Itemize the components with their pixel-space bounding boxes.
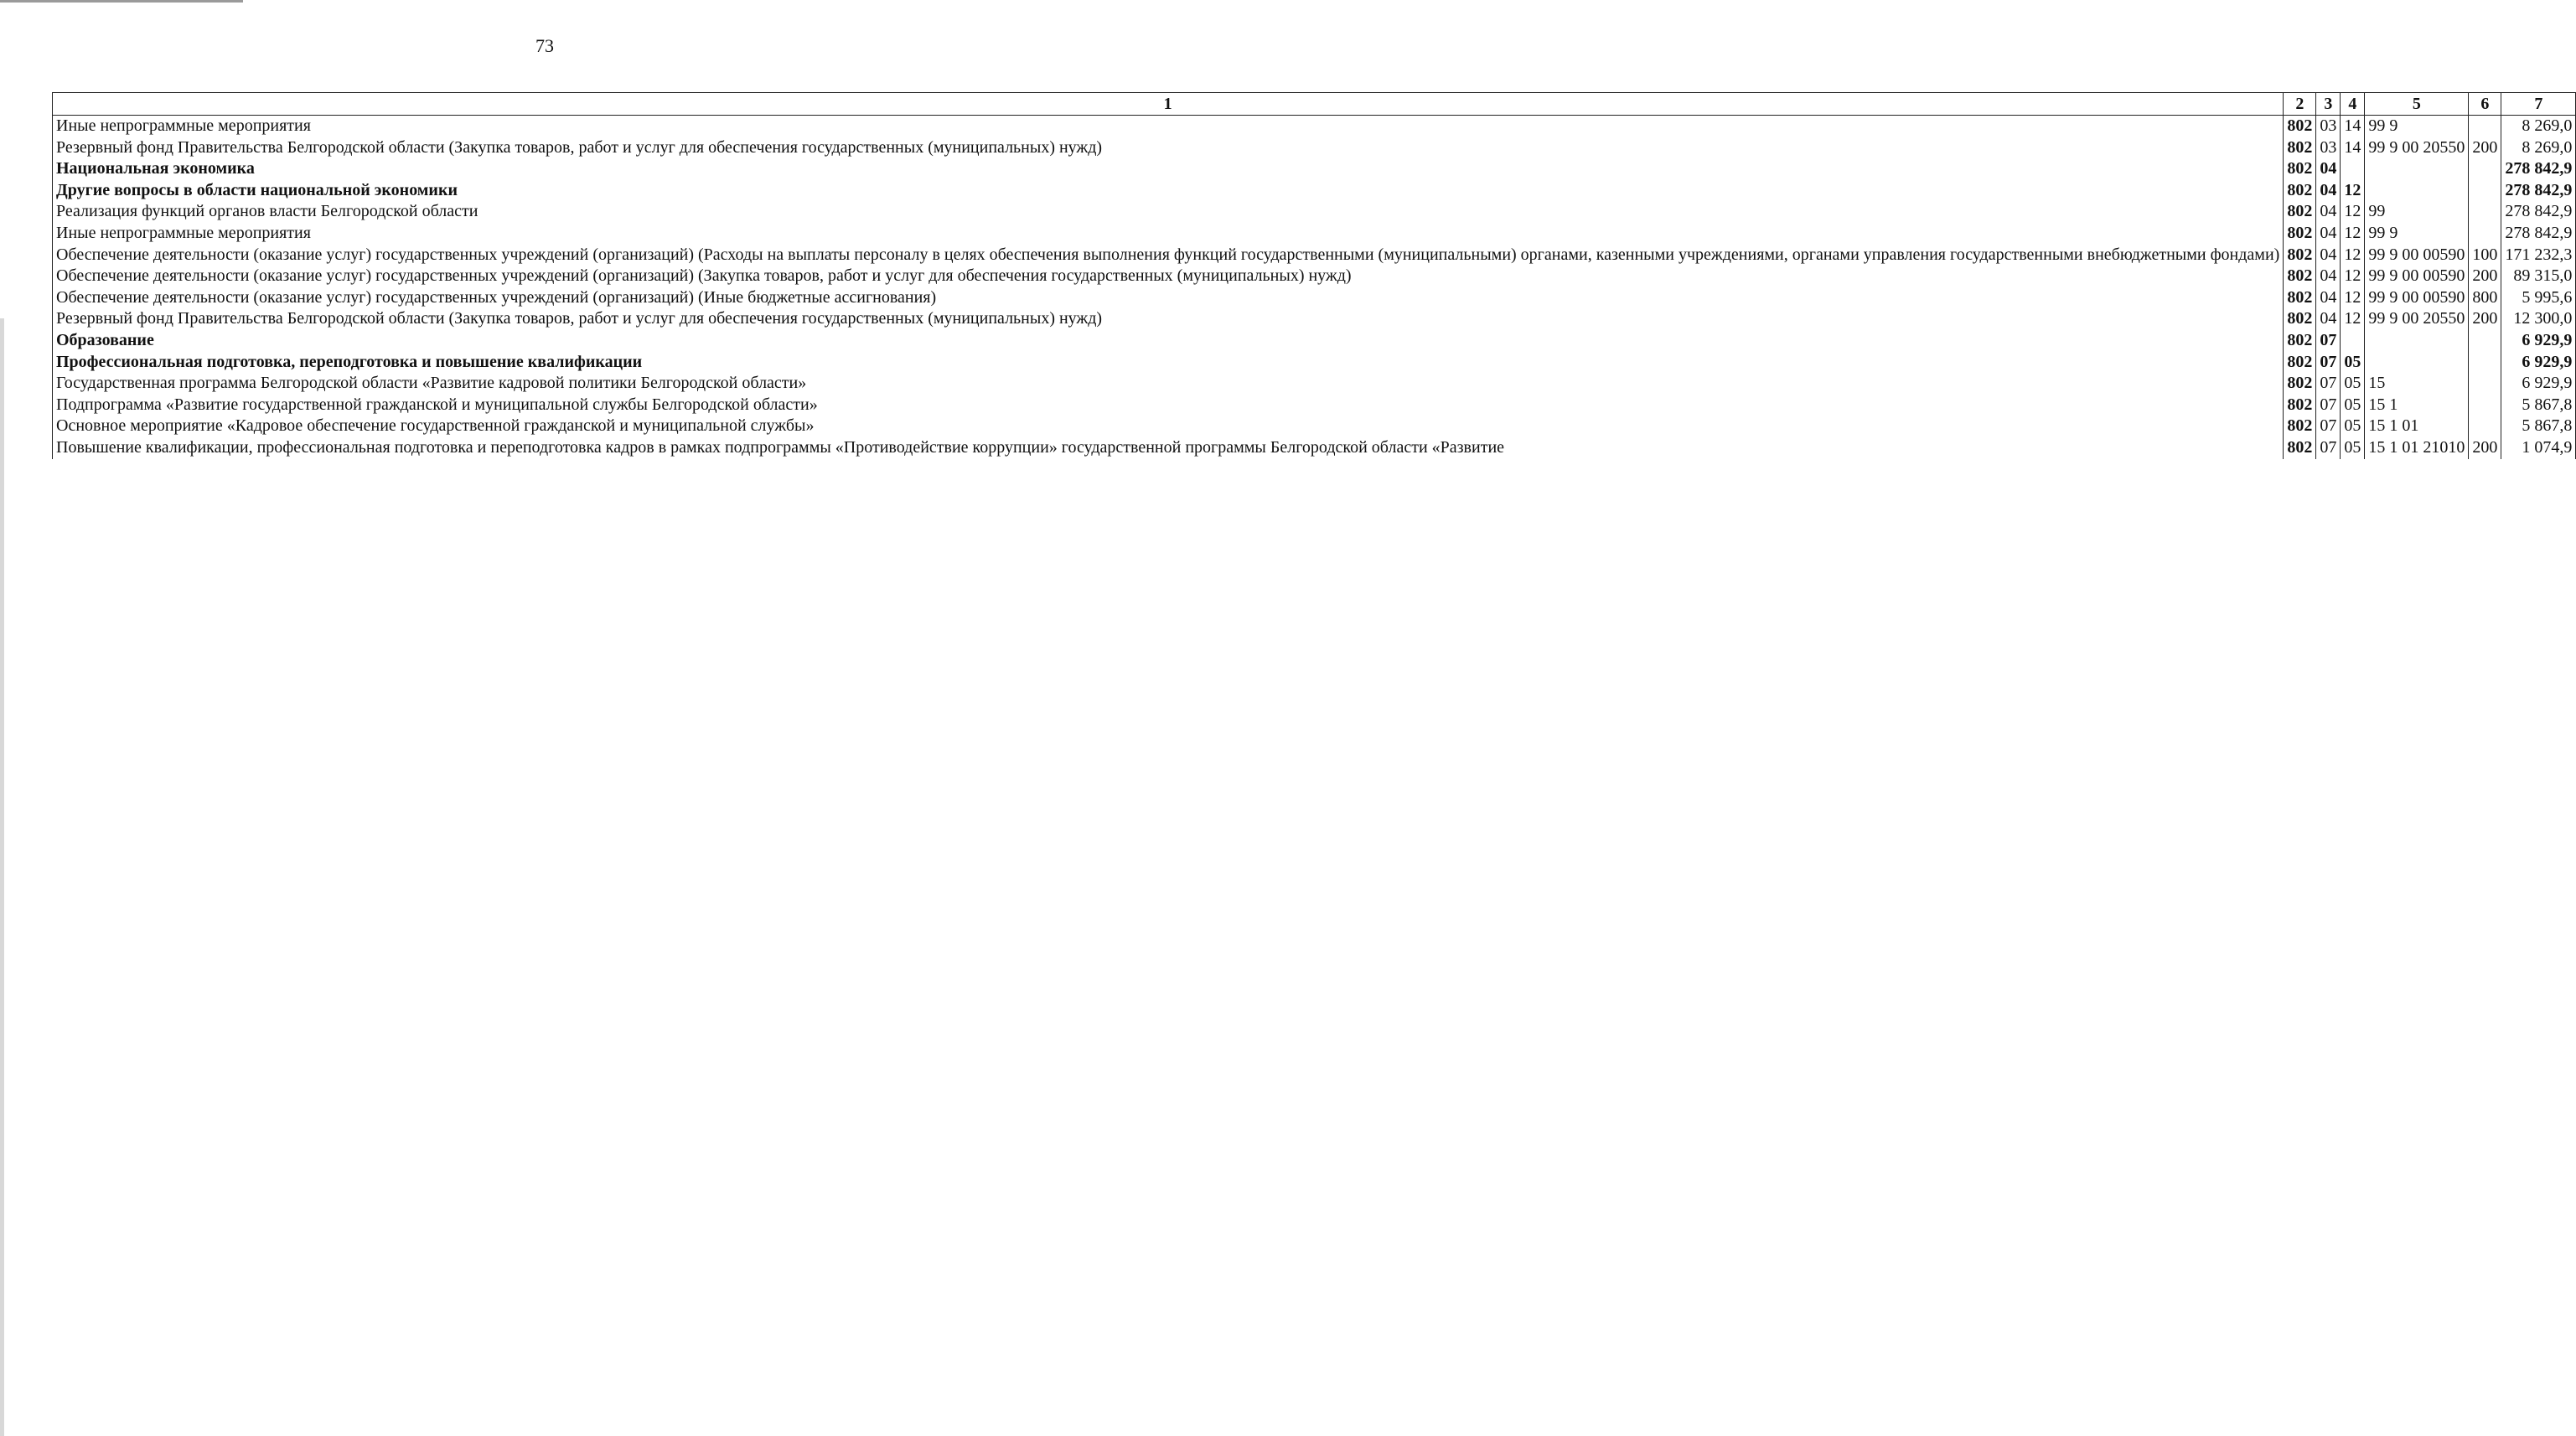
row-name-cell bbox=[53, 352, 2284, 374]
row-name-cell bbox=[53, 308, 2284, 330]
row-c4-cell: 12 bbox=[2341, 201, 2365, 223]
row-c5-cell bbox=[2365, 330, 2469, 352]
row-name-cell bbox=[53, 373, 2284, 395]
row-c3-cell: 04 bbox=[2316, 308, 2341, 330]
table-row bbox=[53, 137, 2576, 159]
row-name: Обеспечение деятельности (оказание услуг) государственных учреждений (организаций) (Закупка товаров, работ и услуг для обеспечения государственных (муниципальных) нужд) bbox=[56, 266, 1352, 286]
row-c5-cell: 15 bbox=[2365, 373, 2469, 395]
table-row bbox=[53, 201, 2576, 223]
row-c2-cell: 802 bbox=[2284, 180, 2316, 202]
row-c6-cell bbox=[2469, 373, 2501, 395]
row-c3-cell: 04 bbox=[2316, 223, 2341, 245]
row-c6-cell bbox=[2469, 416, 2501, 437]
row-name: Реализация функций органов власти Белгородской области bbox=[56, 202, 478, 221]
row-c6-cell: 800 bbox=[2469, 287, 2501, 309]
row-c5-cell: 15 1 01 21010 bbox=[2365, 437, 2469, 459]
table-row bbox=[53, 395, 2576, 416]
row-c5-cell bbox=[2365, 158, 2469, 180]
row-name-cell bbox=[53, 287, 2284, 309]
row-c3-cell: 04 bbox=[2316, 180, 2341, 202]
row-c2-cell: 802 bbox=[2284, 245, 2316, 266]
page-number: 73 bbox=[535, 35, 554, 56]
row-c7-cell: 5 867,8 bbox=[2501, 395, 2576, 416]
row-c3-cell: 07 bbox=[2316, 437, 2341, 459]
row-c7-cell: 278 842,9 bbox=[2501, 223, 2576, 245]
row-c2-cell: 802 bbox=[2284, 223, 2316, 245]
row-c5-cell bbox=[2365, 352, 2469, 374]
table-row bbox=[53, 223, 2576, 245]
row-c4-cell: 12 bbox=[2341, 308, 2365, 330]
scan-artifact-edge bbox=[0, 318, 4, 1436]
row-name: Государственная программа Белгородской области «Развитие кадровой политики Белгородской области» bbox=[56, 374, 807, 393]
table-row bbox=[53, 373, 2576, 395]
row-c4-cell: 05 bbox=[2341, 352, 2365, 374]
header-col-6: 6 bbox=[2469, 93, 2501, 116]
row-c5-cell: 15 1 01 bbox=[2365, 416, 2469, 437]
row-c4-cell: 05 bbox=[2341, 437, 2365, 459]
row-c7-cell: 8 269,0 bbox=[2501, 137, 2576, 159]
row-name: Образование bbox=[56, 330, 154, 349]
row-c2-cell: 802 bbox=[2284, 352, 2316, 374]
row-c3-cell: 04 bbox=[2316, 245, 2341, 266]
header-col-7: 7 bbox=[2501, 93, 2576, 116]
row-c2-cell: 802 bbox=[2284, 330, 2316, 352]
row-name-cell bbox=[53, 416, 2284, 437]
row-c7-cell: 278 842,9 bbox=[2501, 158, 2576, 180]
row-c4-cell: 14 bbox=[2341, 116, 2365, 137]
row-name-cell bbox=[53, 245, 2284, 266]
row-c3-cell: 04 bbox=[2316, 158, 2341, 180]
row-c2-cell: 802 bbox=[2284, 287, 2316, 309]
row-c7-cell: 171 232,3 bbox=[2501, 245, 2576, 266]
table-row bbox=[53, 330, 2576, 352]
row-name: Профессиональная подготовка, переподготовка и повышение квалификации bbox=[56, 352, 643, 371]
row-c5-cell: 99 9 00 00590 bbox=[2365, 287, 2469, 309]
row-c6-cell bbox=[2469, 180, 2501, 202]
row-c3-cell: 07 bbox=[2316, 352, 2341, 374]
header-col-5: 5 bbox=[2365, 93, 2469, 116]
row-c3-cell: 03 bbox=[2316, 137, 2341, 159]
row-c5-cell: 99 9 00 20550 bbox=[2365, 137, 2469, 159]
row-c3-cell: 04 bbox=[2316, 201, 2341, 223]
budget-table bbox=[52, 92, 2576, 459]
row-c3-cell: 07 bbox=[2316, 373, 2341, 395]
row-c7-cell: 278 842,9 bbox=[2501, 180, 2576, 202]
row-name: Основное мероприятие «Кадровое обеспечение государственной гражданской и муниципальной службы» bbox=[56, 416, 815, 436]
row-c4-cell: 12 bbox=[2341, 180, 2365, 202]
row-c4-cell bbox=[2341, 158, 2365, 180]
row-c7-cell: 278 842,9 bbox=[2501, 201, 2576, 223]
row-c3-cell: 04 bbox=[2316, 266, 2341, 287]
table-row bbox=[53, 416, 2576, 437]
table-row bbox=[53, 352, 2576, 374]
row-c7-cell: 6 929,9 bbox=[2501, 373, 2576, 395]
row-c6-cell bbox=[2469, 201, 2501, 223]
row-c2-cell: 802 bbox=[2284, 158, 2316, 180]
row-name: Обеспечение деятельности (оказание услуг) государственных учреждений (организаций) (Расходы на выплаты персоналу в целях обеспечения выполнения функций государственными (муниципальными) органами, казенными учреждениями, органами управления государственными внебюджетными фондами) bbox=[56, 245, 2280, 264]
row-name: Повышение квалификации, профессиональная подготовка и переподготовка кадров в рамках подпрограммы «Противодействие коррупции» государственной программы Белгородской области «Развитие bbox=[56, 437, 1505, 457]
row-c7-cell: 89 315,0 bbox=[2501, 266, 2576, 287]
row-c2-cell: 802 bbox=[2284, 266, 2316, 287]
row-name-cell bbox=[53, 395, 2284, 416]
row-c4-cell: 12 bbox=[2341, 223, 2365, 245]
row-c5-cell: 99 9 00 20550 bbox=[2365, 308, 2469, 330]
row-c6-cell: 200 bbox=[2469, 137, 2501, 159]
row-c2-cell: 802 bbox=[2284, 137, 2316, 159]
row-name: Резервный фонд Правительства Белгородской области (Закупка товаров, работ и услуг для обеспечения государственных (муниципальных) нужд) bbox=[56, 309, 1103, 328]
row-c2-cell: 802 bbox=[2284, 437, 2316, 459]
header-col-4: 4 bbox=[2341, 93, 2365, 116]
row-c3-cell: 07 bbox=[2316, 395, 2341, 416]
header-col-2: 2 bbox=[2284, 93, 2316, 116]
row-c5-cell: 15 1 bbox=[2365, 395, 2469, 416]
row-c7-cell: 1 074,9 bbox=[2501, 437, 2576, 459]
table-row bbox=[53, 437, 2576, 459]
row-name: Национальная экономика bbox=[56, 159, 255, 178]
row-c2-cell: 802 bbox=[2284, 395, 2316, 416]
row-c6-cell bbox=[2469, 395, 2501, 416]
row-name-cell bbox=[53, 116, 2284, 137]
row-name: Иные непрограммные мероприятия bbox=[56, 223, 311, 242]
row-c3-cell: 04 bbox=[2316, 287, 2341, 309]
row-c3-cell: 07 bbox=[2316, 330, 2341, 352]
row-name-cell bbox=[53, 137, 2284, 159]
row-c6-cell bbox=[2469, 223, 2501, 245]
row-c7-cell: 6 929,9 bbox=[2501, 352, 2576, 374]
row-c6-cell: 200 bbox=[2469, 266, 2501, 287]
table-body bbox=[53, 116, 2576, 459]
row-name: Подпрограмма «Развитие государственной гражданской и муниципальной службы Белгородской области» bbox=[56, 395, 818, 414]
row-c2-cell: 802 bbox=[2284, 308, 2316, 330]
row-name: Другие вопросы в области национальной экономики bbox=[56, 180, 458, 199]
row-c7-cell: 12 300,0 bbox=[2501, 308, 2576, 330]
table-row bbox=[53, 116, 2576, 137]
row-c4-cell: 05 bbox=[2341, 416, 2365, 437]
table-row bbox=[53, 158, 2576, 180]
row-c4-cell: 14 bbox=[2341, 137, 2365, 159]
row-name-cell bbox=[53, 158, 2284, 180]
row-name-cell bbox=[53, 330, 2284, 352]
row-c2-cell: 802 bbox=[2284, 201, 2316, 223]
row-c4-cell bbox=[2341, 330, 2365, 352]
row-c5-cell: 99 9 bbox=[2365, 223, 2469, 245]
row-c7-cell: 5 867,8 bbox=[2501, 416, 2576, 437]
row-c5-cell: 99 9 00 00590 bbox=[2365, 245, 2469, 266]
row-c2-cell: 802 bbox=[2284, 416, 2316, 437]
row-c4-cell: 05 bbox=[2341, 395, 2365, 416]
row-c5-cell bbox=[2365, 180, 2469, 202]
row-c7-cell: 8 269,0 bbox=[2501, 116, 2576, 137]
header-col-3: 3 bbox=[2316, 93, 2341, 116]
row-c2-cell: 802 bbox=[2284, 116, 2316, 137]
row-c6-cell bbox=[2469, 116, 2501, 137]
table-row bbox=[53, 308, 2576, 330]
row-c4-cell: 12 bbox=[2341, 266, 2365, 287]
table-row bbox=[53, 180, 2576, 202]
row-c6-cell bbox=[2469, 330, 2501, 352]
row-c2-cell: 802 bbox=[2284, 373, 2316, 395]
row-c3-cell: 03 bbox=[2316, 116, 2341, 137]
row-c7-cell: 5 995,6 bbox=[2501, 287, 2576, 309]
row-c5-cell: 99 9 00 00590 bbox=[2365, 266, 2469, 287]
row-name-cell bbox=[53, 266, 2284, 287]
row-c4-cell: 05 bbox=[2341, 373, 2365, 395]
row-name: Резервный фонд Правительства Белгородской области (Закупка товаров, работ и услуг для обеспечения государственных (муниципальных) нужд) bbox=[56, 137, 1103, 157]
row-c4-cell: 12 bbox=[2341, 245, 2365, 266]
row-c6-cell: 200 bbox=[2469, 437, 2501, 459]
row-c6-cell bbox=[2469, 158, 2501, 180]
row-name-cell bbox=[53, 223, 2284, 245]
row-name-cell bbox=[53, 180, 2284, 202]
row-c3-cell: 07 bbox=[2316, 416, 2341, 437]
scan-artifact-line bbox=[0, 0, 243, 3]
row-name: Обеспечение деятельности (оказание услуг) государственных учреждений (организаций) (Иные бюджетные ассигнования) bbox=[56, 287, 937, 307]
table-row bbox=[53, 266, 2576, 287]
row-c5-cell: 99 bbox=[2365, 201, 2469, 223]
table-header-row bbox=[53, 93, 2576, 116]
row-c6-cell: 200 bbox=[2469, 308, 2501, 330]
row-c6-cell: 100 bbox=[2469, 245, 2501, 266]
header-col-1: 1 bbox=[53, 93, 2284, 116]
row-name-cell bbox=[53, 437, 2284, 459]
table-row bbox=[53, 287, 2576, 309]
row-c7-cell: 6 929,9 bbox=[2501, 330, 2576, 352]
table-row bbox=[53, 245, 2576, 266]
row-name: Иные непрограммные мероприятия bbox=[56, 116, 311, 135]
row-c5-cell: 99 9 bbox=[2365, 116, 2469, 137]
row-c6-cell bbox=[2469, 352, 2501, 374]
row-c4-cell: 12 bbox=[2341, 287, 2365, 309]
row-name-cell bbox=[53, 201, 2284, 223]
